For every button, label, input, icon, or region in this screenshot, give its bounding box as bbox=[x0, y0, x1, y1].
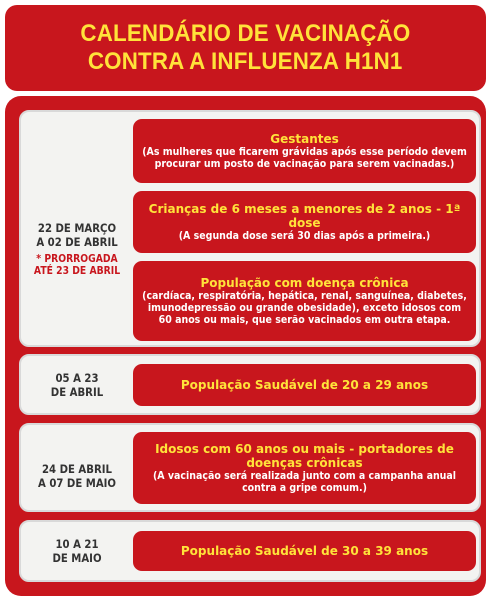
extension-note-line-1: * PRORROGADA bbox=[36, 253, 118, 265]
group-card-description: (A vacinação será realizada junto com a campanha anual contra a gripe comum.) bbox=[152, 470, 457, 494]
phase-2-date bbox=[28, 371, 127, 399]
group-card-pregnant bbox=[133, 119, 476, 183]
group-card-title: População Saudável de 30 a 39 anos bbox=[180, 544, 429, 558]
schedule-container bbox=[5, 96, 486, 596]
group-card-title: População com doença crônica bbox=[200, 276, 409, 290]
group-card-healthy-30-39 bbox=[133, 531, 476, 571]
group-card-title: Crianças de 6 meses a menores de 2 anos - 1ª dose bbox=[148, 202, 461, 230]
extension-note-line-2: ATÉ 23 DE ABRIL bbox=[33, 265, 121, 277]
group-card-title: Gestantes bbox=[270, 132, 339, 146]
phase-4-date-line-1: 10 A 21 bbox=[55, 537, 99, 551]
title-line-1: CALENDÁRIO DE VACINAÇÃO bbox=[80, 20, 411, 47]
group-card-chronic-disease bbox=[133, 261, 476, 341]
group-card-title: População Saudável de 20 a 29 anos bbox=[180, 378, 429, 392]
phase-1-date-line-2: A 02 DE ABRIL bbox=[36, 235, 118, 249]
phase-3-date-line-2: A 07 DE MAIO bbox=[37, 476, 117, 490]
group-card-title: Idosos com 60 anos ou mais - portadores de doenças crônicas bbox=[155, 442, 454, 470]
schedule-group-phase-3 bbox=[19, 423, 481, 512]
group-card-children bbox=[133, 191, 476, 253]
phase-1-date bbox=[28, 221, 127, 277]
phase-4-date bbox=[28, 537, 127, 565]
group-card-description: (cardíaca, respiratória, hepática, renal, sanguínea, diabetes, imunodepressão ou grande obesidade), exceto idosos com 60 anos ou mais, que serão vacinados em outra etapa. bbox=[142, 290, 467, 326]
phase-3-date bbox=[28, 462, 127, 490]
phase-1-date-line-1: 22 DE MARÇO bbox=[37, 221, 117, 235]
schedule-group-phase-2 bbox=[19, 354, 481, 415]
schedule-group-phase-1 bbox=[19, 110, 481, 347]
phase-3-date-line-1: 24 DE ABRIL bbox=[41, 462, 112, 476]
group-card-healthy-20-29 bbox=[133, 364, 476, 406]
schedule-group-phase-4 bbox=[19, 520, 481, 582]
group-card-description: (A segunda dose será 30 dias após a primeira.) bbox=[178, 230, 431, 242]
phase-4-date-line-2: DE MAIO bbox=[52, 551, 102, 565]
phase-2-date-line-2: DE ABRIL bbox=[50, 385, 104, 399]
title-line-2: CONTRA A INFLUENZA H1N1 bbox=[88, 48, 403, 75]
phase-2-date-line-1: 05 A 23 bbox=[55, 371, 99, 385]
extension-note bbox=[28, 253, 127, 277]
calendar-title-banner bbox=[5, 5, 486, 91]
group-card-elderly-chronic bbox=[133, 432, 476, 504]
group-card-description: (As mulheres que ficarem grávidas após esse período devem procurar um posto de vacinação para serem vacinadas.) bbox=[142, 146, 467, 170]
